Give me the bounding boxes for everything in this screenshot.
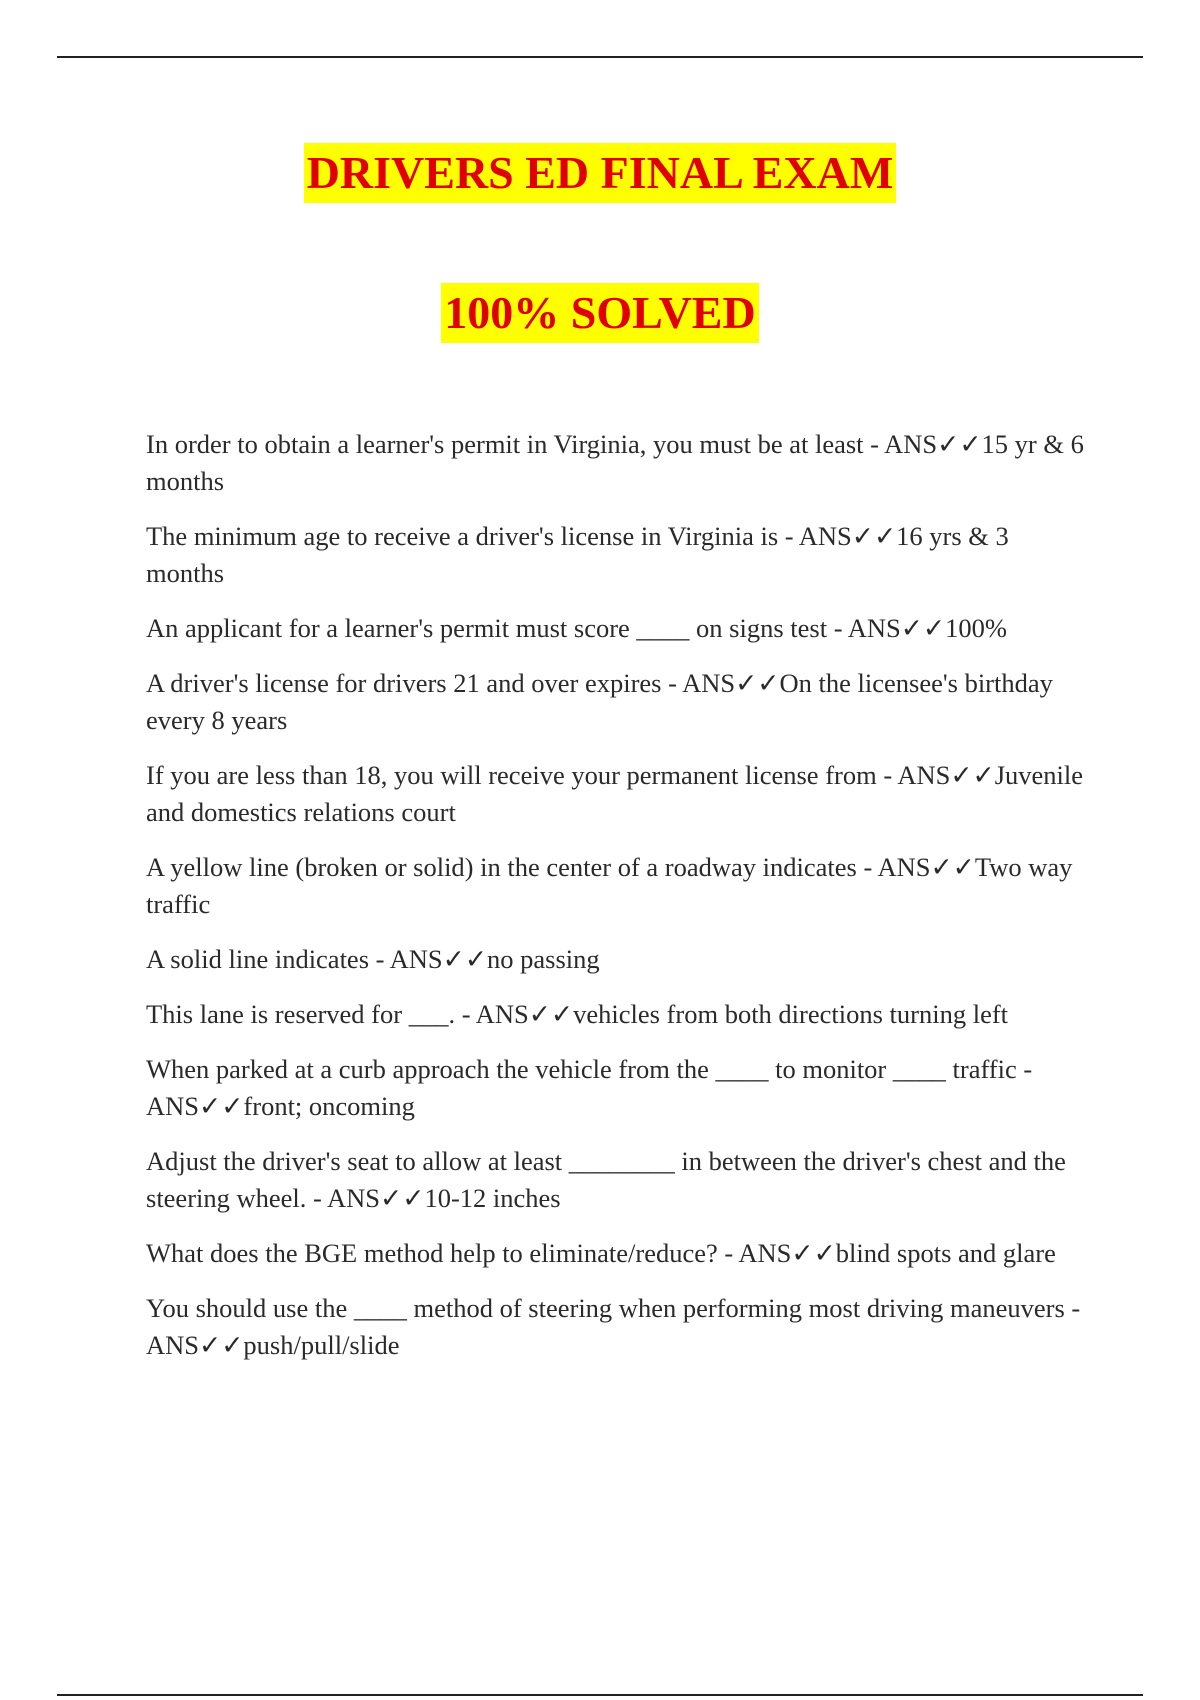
qa-item: If you are less than 18, you will receive your permanent license from - ANS✓✓Juvenile and domestics relations court	[146, 760, 1084, 827]
qa-item: What does the BGE method help to eliminate/reduce? - ANS✓✓blind spots and glare	[146, 1238, 1056, 1268]
qa-item: The minimum age to receive a driver's license in Virginia is - ANS✓✓16 yrs & 3 months	[146, 521, 1009, 588]
qa-list	[146, 426, 1086, 1382]
title-block	[0, 143, 1200, 203]
qa-item: A solid line indicates - ANS✓✓no passing	[146, 944, 600, 974]
qa-item: This lane is reserved for ___. - ANS✓✓vehicles from both directions turning left	[146, 999, 1009, 1029]
qa-item: A driver's license for drivers 21 and over expires - ANS✓✓On the licensee's birthday every 8 years	[146, 668, 1053, 735]
qa-item: You should use the ____ method of steering when performing most driving maneuvers - ANS✓✓push/pull/slide	[146, 1293, 1081, 1360]
document-title: DRIVERS ED FINAL EXAM	[304, 143, 897, 203]
subtitle-block	[0, 283, 1200, 343]
footer-rule	[57, 1694, 1143, 1696]
qa-item: A yellow line (broken or solid) in the center of a roadway indicates - ANS✓✓Two way traffic	[146, 852, 1073, 919]
qa-item: When parked at a curb approach the vehicle from the ____ to monitor ____ traffic - ANS✓✓front; oncoming	[146, 1054, 1033, 1121]
document-subtitle: 100% SOLVED	[441, 283, 758, 343]
qa-item: Adjust the driver's seat to allow at least ________ in between the driver's chest and the steering wheel. - ANS✓✓10-12 inches	[146, 1146, 1066, 1213]
qa-item: In order to obtain a learner's permit in Virginia, you must be at least - ANS✓✓15 yr & 6 months	[146, 429, 1084, 496]
header-rule	[57, 56, 1143, 58]
qa-item: An applicant for a learner's permit must score ____ on signs test - ANS✓✓100%	[146, 613, 1007, 643]
